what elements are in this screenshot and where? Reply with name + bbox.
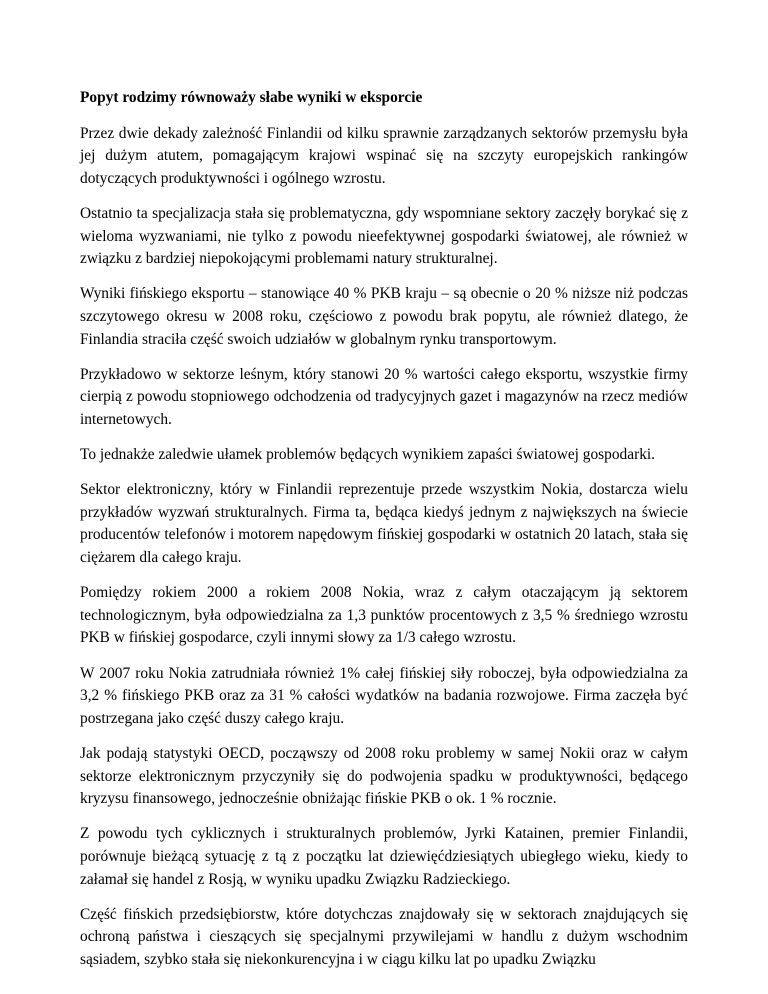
paragraph: Część fińskich przedsiębiorstw, które dotychczas znajdowały się w sektorach znajdujących się ochroną państwa i cieszących się specjalnymi przywilejami w handlu z dużym wschodnim sąsiadem, szybko stała się niekonkurencyjna i w ciągu kilku lat po upadku Związku <box>80 905 688 968</box>
paragraph: Z powodu tych cyklicznych i strukturalnych problemów, Jyrki Katainen, premier Finlandii, porównuje bieżącą sytuację z tą z początku lat dziewięćdziesiątych ubiegłego wieku, kiedy to załamał się handel z Rosją, w wyniku upadku Związku Radzieckiego. <box>80 825 688 888</box>
paragraph: Sektor elektroniczny, który w Finlandii reprezentuje przede wszystkim Nokia, dostarcza wielu przykładów wyzwań strukturalnych. Firma ta, będąca kiedyś jednym z największych na świecie producentów telefonów i motorem napędowym fińskiej gospodarki w ostatnich 20 latach, stała się ciężarem dla całego kraju. <box>80 481 688 567</box>
document-body <box>80 87 688 984</box>
paragraph: Przykładowo w sektorze leśnym, który stanowi 20 % wartości całego eksportu, wszystkie firmy cierpią z powodu stopniowego odchodzenia od tradycyjnych gazet i magazynów na rzecz mediów internetowych. <box>80 365 688 428</box>
paragraph: Pomiędzy rokiem 2000 a rokiem 2008 Nokia, wraz z całym otaczającym ją sektorem technologicznym, była odpowiedzialna za 1,3 punktów procentowych z 3,5 % średniego wzrostu PKB w fińskiej gospodarce, czyli innymi słowy za 1/3 całego wzrostu. <box>80 584 688 647</box>
paragraph: Jak podają statystyki OECD, począwszy od 2008 roku problemy w samej Nokii oraz w całym sektorze elektronicznym przyczyniły się do podwojenia spadku w produktywności, będącego kryzysu finansowego, jednocześnie obniżając fińskie PKB o ok. 1 % rocznie. <box>80 745 688 808</box>
paragraph: Przez dwie dekady zależność Finlandii od kilku sprawnie zarządzanych sektorów przemysłu była jej dużym atutem, pomagającym krajowi wspinać się na szczyty europejskich rankingów dotyczących produktywności i ogólnego wzrostu. <box>80 124 688 187</box>
paragraph: Wyniki fińskiego eksportu – stanowiące 40 % PKB kraju – są obecnie o 20 % niższe niż podczas szczytowego okresu w 2008 roku, częściowo z powodu brak popytu, ale również dlatego, że Finlandia straciła część swoich udziałów w globalnym rynku transportowym. <box>80 285 688 348</box>
article-title: Popyt rodzimy równoważy słabe wyniki w eksporcie <box>80 89 423 106</box>
paragraph: To jednakże zaledwie ułamek problemów będących wynikiem zapaści światowej gospodarki. <box>80 446 656 464</box>
paragraph: Ostatnio ta specjalizacja stała się problematyczna, gdy wspomniane sektory zaczęły borykać się z wieloma wyzwaniami, nie tylko z powodu nieefektywnej gospodarki światowej, ale również w związku z bardziej niepokojącymi problemami natury strukturalnej. <box>80 204 688 268</box>
paragraph: W 2007 roku Nokia zatrudniała również 1% całej fińskiej siły roboczej, była odpowiedzialna za 3,2 % fińskiego PKB oraz za 31 % całości wydatków na badania rozwojowe. Firma zaczęła być postrzegana jako część duszy całego kraju. <box>80 664 688 727</box>
